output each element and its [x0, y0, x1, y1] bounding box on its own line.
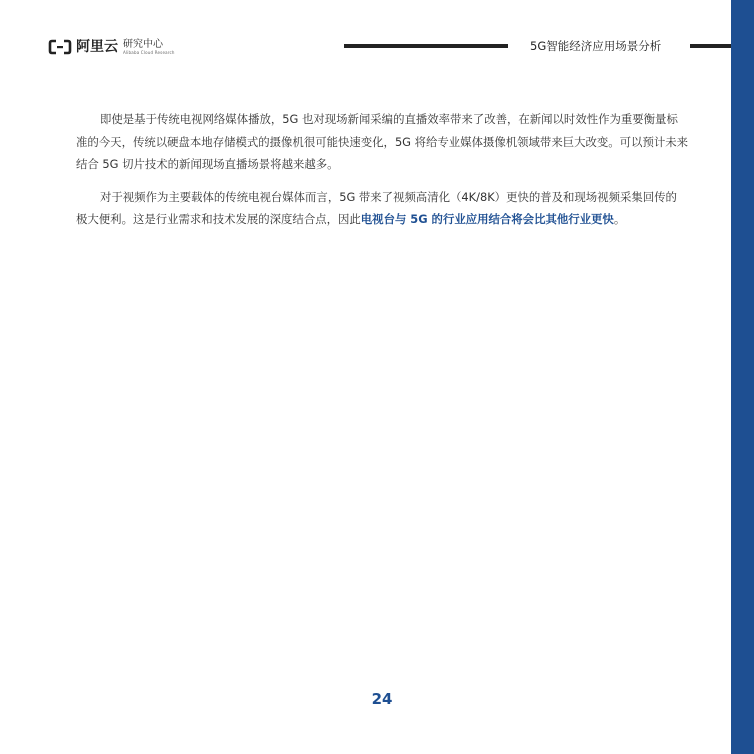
header-rule-right [690, 44, 731, 48]
paragraph-1: 即使是基于传统电视网络媒体播放，5G 也对现场新闻采编的直播效率带来了改善，在新闻以时效性作为重要衡量标准的今天，传统以硬盘本地存储模式的摄像机很可能快速变化，5G 将给专业媒体摄像机领域带来巨大改变。可以预计未来结合 5G 切片技术的新闻现场直播场景将越来越多。 [76, 112, 689, 171]
page-number: 24 [371, 690, 393, 708]
paragraph-2-end: 。 [613, 212, 626, 226]
paragraph-2-highlight: 电视台与 5G 的行业应用结合将会比其他行业更快 [360, 212, 614, 226]
logo-center-text: 研究中心 [123, 38, 163, 50]
right-accent-bar [731, 0, 754, 754]
logo-english-text: Alibaba Cloud Research [123, 49, 175, 55]
paragraph-2 [76, 186, 688, 231]
paragraph-2-text: 对于视频作为主要载体的传统电视台媒体而言，5G 带来了视频高清化（4K/8K）更快的普及和现场视频采集回传的极大便利。这是行业需求和技术发展的深度结合点，因此 [76, 189, 677, 226]
logo-brand-text: 阿里云 [76, 39, 118, 55]
header-rule-left [344, 44, 508, 48]
body-content [76, 108, 688, 241]
logo-subtitle [123, 39, 175, 56]
alibaba-cloud-logo-icon [48, 39, 72, 55]
header-title: 5G智能经济应用场景分析 [530, 39, 662, 53]
header-logo [48, 36, 175, 58]
